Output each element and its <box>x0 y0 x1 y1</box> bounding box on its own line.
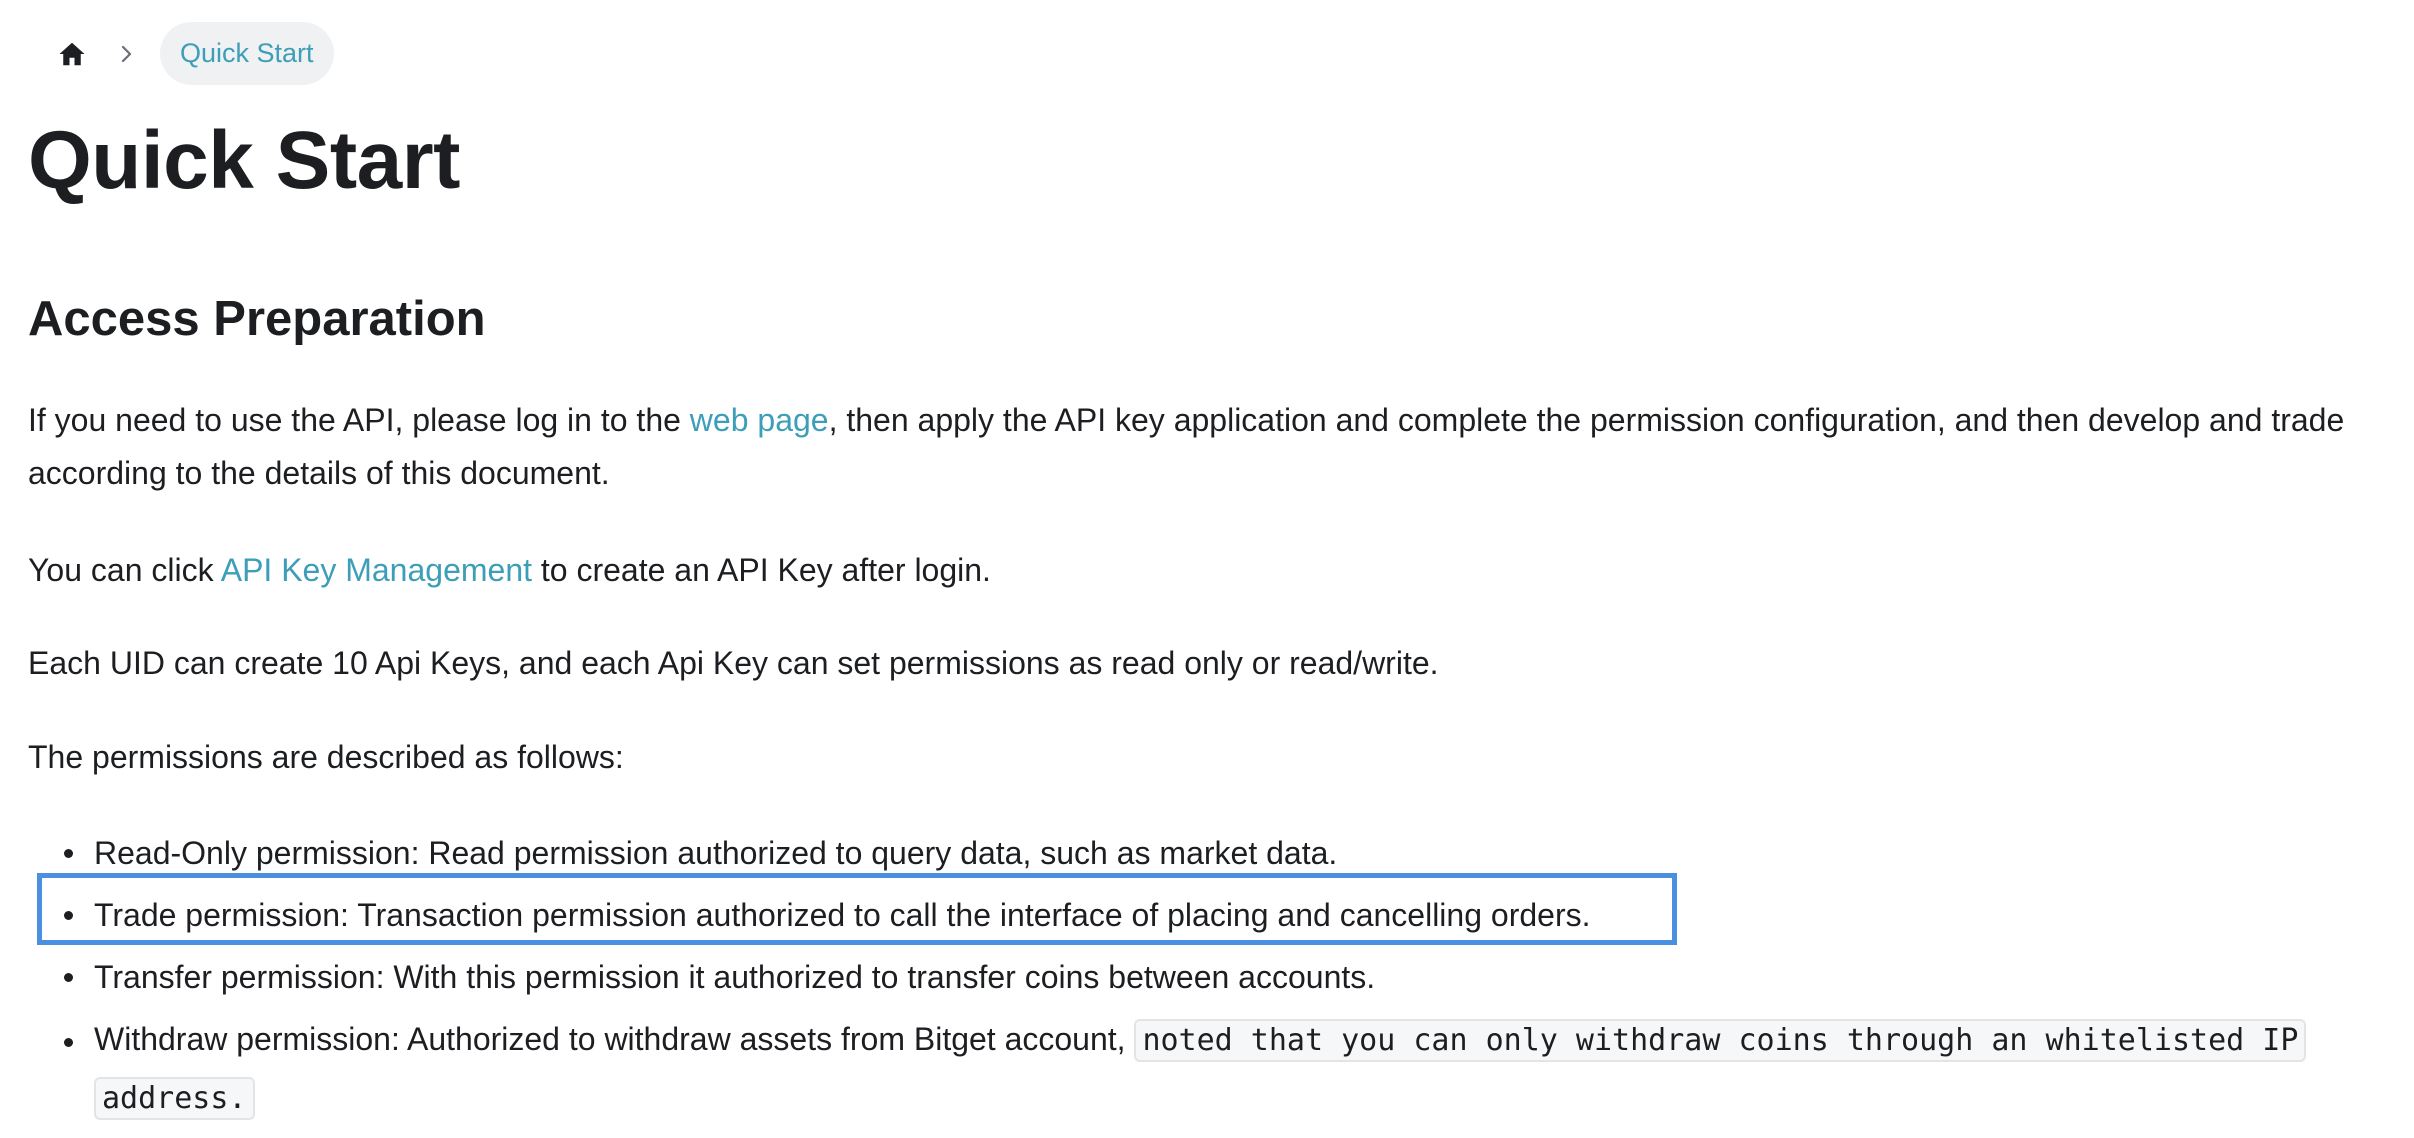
page-title: Quick Start <box>28 115 460 206</box>
permission-transfer <box>28 946 2368 1008</box>
chevron-right-icon <box>110 32 144 76</box>
permission-read-only <box>28 822 2368 884</box>
whitelisted-ip-note: noted that you can only withdraw coins through an whitelisted IP address. <box>94 1019 2306 1120</box>
permission-withdraw <box>28 1008 2368 1127</box>
permission-text: Trade permission: Transaction permission authorized to call the interface of placing and cancelling orders. <box>94 897 1591 933</box>
paragraph-api-key-management <box>28 544 2368 597</box>
permission-trade <box>28 884 2368 946</box>
api-key-management-link[interactable]: API Key Management <box>220 552 532 588</box>
bullet <box>64 911 73 920</box>
breadcrumb-current[interactable]: Quick Start <box>160 22 334 85</box>
permissions-list <box>28 822 2368 1127</box>
permission-text: Withdraw permission: Authorized to withdraw assets from Bitget account, <box>94 1021 1135 1057</box>
p2-text-before: You can click <box>28 552 221 588</box>
section-title-access-preparation: Access Preparation <box>28 292 486 346</box>
paragraph-uid-limits: Each UID can create 10 Api Keys, and each Api Key can set permissions as read only or read/write. <box>28 645 1439 681</box>
home-icon-glyph <box>57 39 87 69</box>
p1-text-after: , then apply the API key application and complete the permission configuration, and then develop and trade according to the details of this document. <box>28 402 2345 491</box>
permission-text: Read-Only permission: Read permission authorized to query data, such as market data. <box>94 835 1338 871</box>
breadcrumb <box>50 22 334 85</box>
p1-text-before: If you need to use the API, please log in to the <box>28 402 690 438</box>
home-icon[interactable] <box>50 32 94 76</box>
bullet <box>64 849 73 858</box>
permission-text: Transfer permission: With this permission it authorized to transfer coins between accounts. <box>94 959 1376 995</box>
bullet <box>64 1038 73 1047</box>
bullet <box>64 973 73 982</box>
web-page-link[interactable]: web page <box>689 402 829 438</box>
paragraph-permissions-intro: The permissions are described as follows: <box>28 739 624 775</box>
paragraph-login-instructions <box>28 394 2368 500</box>
p2-text-after: to create an API Key after login. <box>532 552 991 588</box>
